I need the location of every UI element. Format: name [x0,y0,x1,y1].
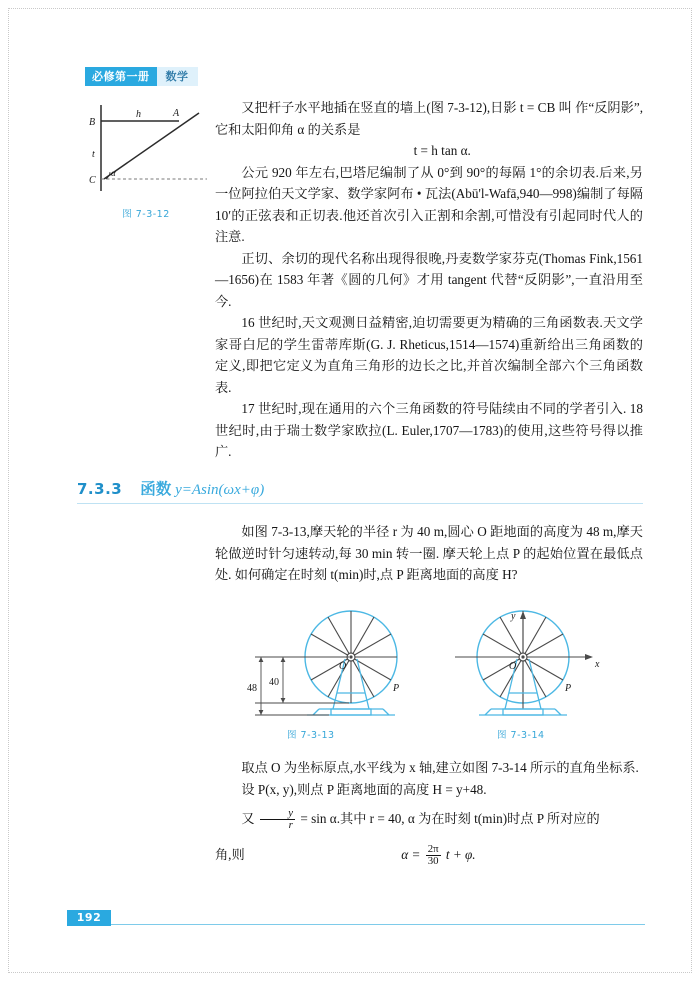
figure-7-3-13-label-P: P [393,683,400,694]
figure-7-3-13-drawing [233,609,429,727]
equation-alpha-numerator: 2π [427,842,439,855]
page-folio [67,910,645,926]
section-title [140,481,264,498]
equation-alpha [401,842,476,868]
section-title-cn: 函数 [140,481,172,498]
solution-text-block [215,757,643,868]
section-rule [77,503,643,504]
section-heading [77,477,643,504]
figure-7-3-12-label-alpha: α [111,168,116,178]
figure-7-3-12-label-B: B [89,117,96,128]
figure-row [215,609,643,744]
solution-sin-tail: = sin α.其中 r = 40, α 为在时刻 t(min)时点 P 所对应的 [300,811,600,826]
fraction-2pi-over-30 [426,844,441,868]
solution-paragraph-2: 设 P(x, y),则点 P 距离地面的高度 H = y+48. [241,781,487,797]
figure-7-3-12-label-h: h [136,109,141,120]
running-head-book: 必修第一册 [85,67,157,86]
solution-paragraph-3 [215,808,643,832]
page-number: 192 [67,910,111,926]
figure-7-3-14-caption: 图 7-3-14 [497,730,545,741]
paragraph-5: 17 世纪时,现在通用的六个三角函数的符号陆续由不同的学者引入. 18 世纪时,由于瑞士数学家欧拉(L. Euler,1707—1783)的使用,这些符号得以推广. [215,401,643,459]
problem-paragraph: 如图 7-3-13,摩天轮的半径 r 为 40 m,圆心 O 距地面的高度为 48 m,摩天轮做逆时针匀速转动,每 30 min 转一圈. 摩天轮上点 P 的起始位置在最低点处. 如何确定在时刻 t(min)时,点 P 距离地面的高度 H? [215,524,643,582]
figure-7-3-14-drawing [443,609,633,727]
figure-7-3-12-label-t: t [92,149,95,160]
fraction-numerator: y [288,807,294,820]
folio-rule [111,924,645,925]
section-title-formula: y=Asin(ωx+φ) [175,482,265,498]
figure-7-3-12-label-A: A [173,108,180,119]
paragraph-4: 16 世纪时,天文观测日益精密,迫切需要更为精确的三角函数表.天文学家哥白尼的学生雷蒂库斯(G. J. Rheticus,1514—1574)重新给出三角函数的定义,即把它定义为直角三角形的边长之比,并首次编制全部六个三角函数表. [215,315,643,395]
paragraph-3: 正切、余切的现代名称出现得很晚,丹麦数学家芬克(Thomas Fink,1561—1656)在 1583 年著《圆的几何》才用 tangent 代替“反阴影”,一直沿用至今. [215,250,643,309]
solution-angle-lead: 角,则 [215,846,245,862]
fraction-denominator: r [260,819,295,831]
solution-paragraph-1: 取点 O 为坐标原点,水平线为 x 轴,建立如图 7-3-14 所示的直角坐标系. [241,760,639,775]
paragraph-1-line-1: 又把杆子水平地插在竖直的墙上(图 7-3-12),日影 t = CB 叫 [241,100,572,115]
figure-7-3-12 [81,101,211,220]
figure-7-3-13 [233,609,429,732]
paragraph-1 [215,97,643,140]
figure-7-3-13-caption: 图 7-3-13 [287,730,335,741]
figure-7-3-12-label-C: C [89,175,96,186]
running-head-subject: 数学 [157,67,198,86]
equation-alpha-tail: t + φ. [445,846,476,862]
figure-captions [215,727,643,743]
figure-7-3-12-drawing [81,101,211,201]
equation-alpha-lhs: α = [401,846,421,862]
figure-7-3-14 [443,609,633,732]
fraction-y-over-r [260,808,295,832]
paragraph-1-line-2: 作“反阴影”,它和太阳仰角 α 的关系是 [215,100,643,137]
equation-1: t = h tan α. [413,143,471,158]
solution-sin-lead: 又 [241,811,255,826]
figure-7-3-13-dim-40: 40 [269,677,279,688]
figure-7-3-14-label-x: x [595,659,600,670]
equation-alpha-denominator: 30 [426,855,441,867]
figure-7-3-12-caption: 图 7-3-12 [122,209,170,220]
figure-7-3-13-label-O: O [339,661,347,672]
figure-7-3-13-dim-48: 48 [247,683,257,694]
figure-7-3-14-label-O: O [509,661,517,672]
solution-paragraph-4 [215,844,643,868]
running-head [85,67,198,86]
history-text-block [215,97,643,463]
paragraph-2: 公元 920 年左右,巴塔尼编制了从 0°到 90°的每隔 1°的余切表.后来,另一位阿拉伯天文学家、数学家阿布 • 瓦法(Abū'l-Wafā,940—998)编制了每隔 10′的正弦表和正切表.他还首次引入正割和余割,可惜没有引起同时代人的注意. [215,164,643,244]
section-number: 7.3.3 [77,480,123,498]
figure-7-3-14-label-P: P [565,683,572,694]
figure-7-3-14-label-y: y [511,611,516,622]
problem-statement [215,521,643,586]
textbook-page [8,8,692,973]
